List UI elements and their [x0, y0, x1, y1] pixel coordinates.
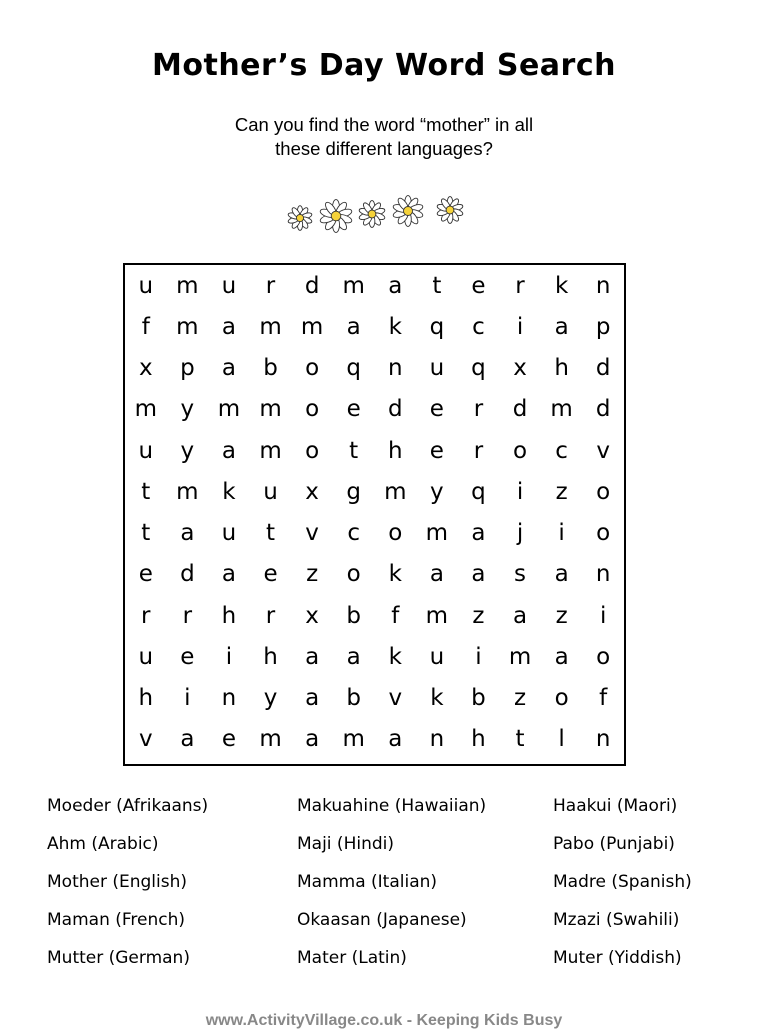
- word-list-item: Pabo (Punjabi): [553, 834, 675, 854]
- word-list-item: Moeder (Afrikaans): [47, 796, 209, 816]
- grid-letter: u: [429, 643, 445, 670]
- grid-letter: o: [305, 355, 320, 382]
- grid-letter: a: [471, 520, 486, 547]
- grid-letter: a: [554, 643, 569, 670]
- grid-letter: d: [180, 561, 195, 588]
- grid-letter: t: [432, 272, 442, 299]
- grid-letter: v: [388, 685, 403, 712]
- grid-letter: f: [141, 313, 150, 340]
- grid-letter: u: [221, 272, 237, 299]
- grid-letter: r: [515, 272, 525, 299]
- grid-letter: m: [134, 396, 157, 423]
- grid-letter: i: [600, 602, 607, 629]
- grid-letter: a: [221, 437, 236, 464]
- grid-letter: h: [554, 355, 569, 382]
- grid-letter: z: [555, 602, 568, 629]
- grid-letter: x: [138, 355, 153, 382]
- grid-letter: m: [217, 396, 241, 423]
- word-list-item: Mater (Latin): [297, 948, 407, 968]
- instructions-line-1: Can you find the word “mother” in all: [234, 114, 534, 135]
- grid-letter: h: [138, 685, 154, 712]
- word-list-item: Mamma (Italian): [297, 872, 438, 892]
- footer-text: www.ActivityVillage.co.uk - Keeping Kids Busy: [205, 1012, 563, 1029]
- grid-letter: p: [180, 355, 195, 382]
- grid-letter: i: [184, 685, 191, 712]
- grid-letter: q: [471, 355, 486, 382]
- grid-letter: k: [222, 478, 236, 505]
- grid-letter: e: [138, 561, 153, 588]
- grid-letter: i: [475, 643, 482, 670]
- word-list-item: Maji (Hindi): [297, 834, 394, 854]
- word-list-item: Madre (Spanish): [553, 872, 692, 892]
- grid-letter: b: [471, 685, 486, 712]
- grid-letter: f: [391, 602, 400, 629]
- grid-letter: q: [471, 478, 486, 505]
- grid-letter: n: [429, 726, 445, 753]
- daisy-flowers-icon: [280, 190, 470, 240]
- grid-letter: m: [176, 272, 199, 299]
- grid-letter: o: [596, 520, 611, 547]
- grid-letter: y: [180, 437, 195, 464]
- word-list-item: Ahm (Arabic): [47, 834, 159, 854]
- grid-letter: t: [349, 437, 359, 464]
- grid-letter: n: [221, 685, 237, 712]
- grid-letter: j: [516, 520, 524, 547]
- grid-letter: r: [473, 437, 484, 464]
- grid-letter: m: [176, 478, 199, 505]
- grid-letter: u: [221, 520, 237, 547]
- grid-letter: v: [138, 726, 153, 753]
- grid-letter: m: [425, 520, 449, 547]
- grid-letter: o: [596, 478, 611, 505]
- word-list-item: Mzazi (Swahili): [553, 910, 680, 930]
- grid-letter: o: [512, 437, 528, 464]
- grid-letter: m: [342, 726, 365, 753]
- grid-letter: h: [263, 643, 278, 670]
- grid-letter: n: [595, 272, 611, 299]
- grid-letter: v: [596, 437, 610, 464]
- grid-letter: m: [300, 313, 324, 340]
- daisy-icon: [392, 196, 423, 227]
- grid-letter: h: [471, 726, 486, 753]
- grid-letter: m: [508, 643, 532, 670]
- grid-letter: m: [425, 602, 449, 629]
- grid-letter: z: [555, 478, 568, 505]
- grid-letter: q: [429, 313, 445, 340]
- grid-letter: k: [388, 643, 402, 670]
- grid-letter: z: [513, 685, 527, 712]
- grid-letter: e: [429, 396, 444, 423]
- word-list-item: Haakui (Maori): [553, 796, 678, 816]
- grid-letter: a: [305, 643, 320, 670]
- grid-letter: d: [595, 396, 611, 423]
- grid-letter: a: [305, 685, 320, 712]
- grid-letter: c: [347, 520, 361, 547]
- grid-letter: r: [141, 602, 151, 629]
- grid-letter: z: [472, 602, 485, 629]
- word-list-item: Mutter (German): [47, 948, 190, 968]
- instructions-line-2: these different languages?: [275, 138, 493, 159]
- grid-letter: a: [429, 561, 444, 588]
- grid-letter: a: [305, 726, 320, 753]
- grid-letter: i: [225, 643, 233, 670]
- grid-letter: a: [221, 313, 236, 340]
- grid-letter: q: [346, 355, 361, 382]
- grid-letter: t: [141, 478, 151, 505]
- grid-letter: n: [595, 726, 611, 753]
- word-list-item: Okaasan (Japanese): [297, 910, 467, 930]
- page-title: Mother’s Day Word Search: [152, 48, 616, 83]
- grid-letter: c: [555, 437, 568, 464]
- grid-letter: o: [305, 396, 320, 423]
- grid-letter: a: [180, 520, 195, 547]
- grid-letter: t: [266, 520, 276, 547]
- grid-letter: a: [554, 313, 569, 340]
- grid-letter: m: [550, 396, 573, 423]
- grid-letter: f: [599, 685, 608, 712]
- grid-letter: e: [263, 561, 278, 588]
- word-list-item: Muter (Yiddish): [553, 948, 682, 968]
- grid-letter: t: [141, 520, 151, 547]
- grid-letter: u: [138, 272, 154, 299]
- grid-letter: r: [265, 272, 276, 299]
- grid-letter: b: [263, 355, 278, 382]
- grid-letter: y: [263, 685, 278, 712]
- grid-letter: y: [180, 396, 195, 423]
- grid-letter: r: [265, 602, 276, 629]
- grid-letter: b: [346, 602, 361, 629]
- grid-letter: z: [306, 561, 319, 588]
- daisy-icon: [287, 206, 312, 231]
- instructions: [0, 113, 768, 161]
- grid-letter: m: [176, 313, 199, 340]
- grid-letter: a: [221, 355, 236, 382]
- grid-letter: x: [305, 602, 319, 629]
- grid-letter: o: [346, 561, 361, 588]
- word-list: [0, 796, 768, 986]
- grid-letter: i: [558, 520, 565, 547]
- grid-letter: y: [430, 478, 444, 505]
- grid-letter: n: [595, 561, 611, 588]
- daisy-icon: [358, 201, 385, 228]
- grid-letter: a: [512, 602, 528, 629]
- grid-letter: e: [471, 272, 486, 299]
- grid-letter: h: [221, 602, 237, 629]
- grid-letter: x: [305, 478, 319, 505]
- grid-letter: a: [388, 272, 403, 299]
- grid-letter: r: [473, 396, 484, 423]
- grid-letter: e: [346, 396, 361, 423]
- grid-letter: r: [182, 602, 193, 629]
- grid-letter: o: [596, 643, 611, 670]
- grid-letter: m: [384, 478, 407, 505]
- grid-letter: a: [346, 643, 361, 670]
- grid-letter: k: [554, 272, 569, 299]
- grid-letter: k: [388, 313, 402, 340]
- grid-letter: a: [554, 561, 569, 588]
- grid-letter: e: [221, 726, 237, 753]
- grid-letter: a: [471, 561, 486, 588]
- grid-letter: m: [342, 272, 365, 299]
- grid-letter: o: [388, 520, 403, 547]
- daisy-icon: [319, 200, 353, 233]
- daisy-icon: [436, 197, 463, 224]
- grid-letter: e: [429, 437, 444, 464]
- grid-letter: d: [304, 272, 320, 299]
- grid-letter: s: [514, 561, 527, 588]
- grid-letter: h: [387, 437, 403, 464]
- grid-letter: c: [472, 313, 485, 340]
- grid-letter: d: [595, 355, 611, 382]
- grid-letter: a: [346, 313, 361, 340]
- grid-letter: u: [138, 643, 154, 670]
- grid-letter: a: [221, 561, 236, 588]
- word-list-item: Maman (French): [47, 910, 186, 930]
- grid-letter: d: [387, 396, 403, 423]
- grid-letter: k: [388, 561, 402, 588]
- grid-letter: g: [346, 478, 361, 505]
- grid-letter: t: [515, 726, 525, 753]
- grid-letter: u: [263, 478, 278, 505]
- grid-letter: u: [429, 355, 445, 382]
- grid-letter: a: [388, 726, 403, 753]
- grid-letter: o: [305, 437, 320, 464]
- grid-letter: n: [387, 355, 403, 382]
- grid-letter: p: [595, 313, 611, 340]
- grid-letter: i: [516, 478, 524, 505]
- grid-letter: l: [558, 726, 565, 753]
- grid-letter: u: [138, 437, 154, 464]
- grid-letter: v: [305, 520, 319, 547]
- grid-letter: x: [513, 355, 527, 382]
- grid-letter: a: [180, 726, 195, 753]
- grid-letter: b: [346, 685, 361, 712]
- grid-letter: m: [259, 313, 282, 340]
- grid-letter: e: [180, 643, 195, 670]
- word-list-item: Mother (English): [47, 872, 188, 892]
- grid-letter: m: [259, 396, 282, 423]
- grid-letter: i: [516, 313, 524, 340]
- grid-letter: m: [259, 726, 282, 753]
- grid-letter: d: [512, 396, 528, 423]
- grid-letter: m: [259, 437, 282, 464]
- word-list-item: Makuahine (Hawaiian): [297, 796, 487, 816]
- word-search-grid: [123, 263, 626, 766]
- grid-letter: k: [430, 685, 444, 712]
- grid-letter: o: [554, 685, 569, 712]
